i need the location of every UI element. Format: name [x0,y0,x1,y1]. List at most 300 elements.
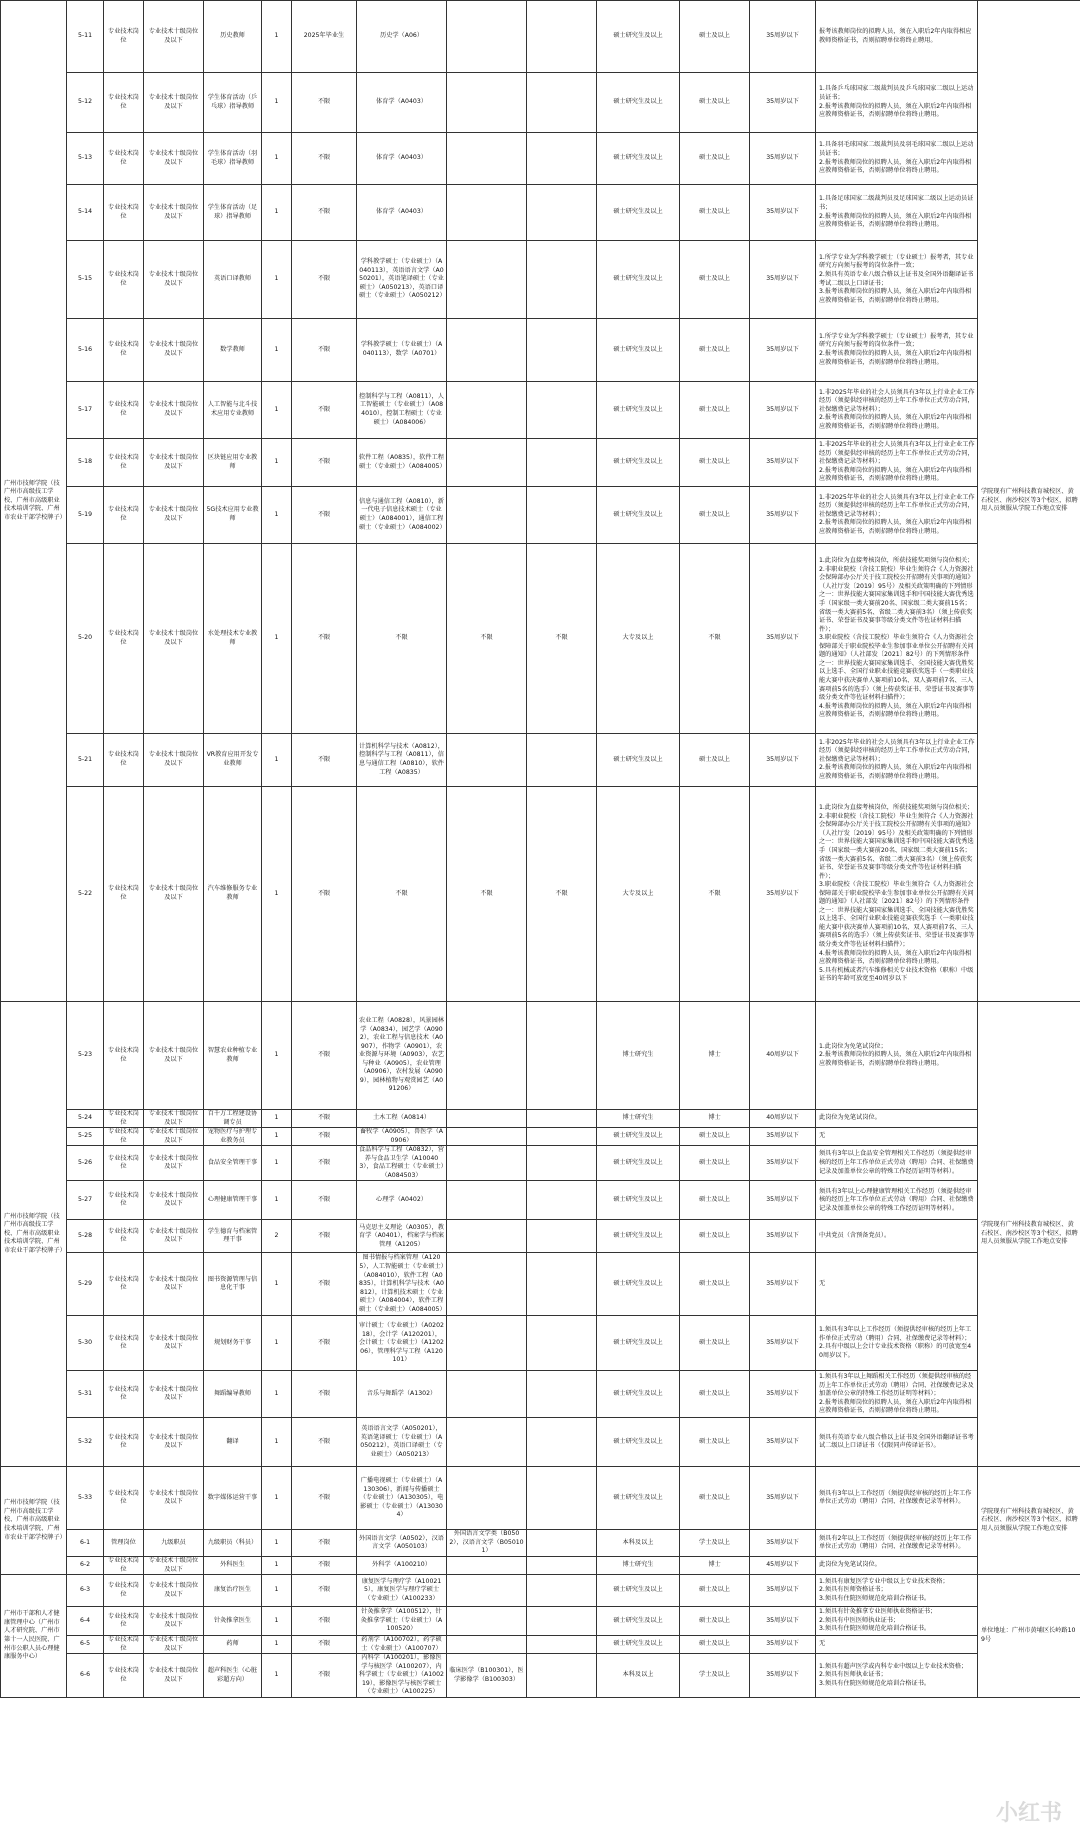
major-master: 体育学（A0403） [357,73,447,133]
post-name: 数学教师 [204,319,262,382]
post-type: 专业技术岗位 [104,1316,144,1371]
post-code: 5-12 [67,73,104,133]
post-grade: 专业技术十级岗位及以下 [144,1316,204,1371]
post-type: 专业技术岗位 [104,1654,144,1698]
post-name: 区块链应用专业教师 [204,439,262,487]
post-grade: 专业技术十级岗位及以下 [144,73,204,133]
post-code: 5-32 [67,1418,104,1467]
post-name: 舞蹈编导教师 [204,1371,262,1418]
post-type: 专业技术岗位 [104,1110,144,1128]
post-type: 专业技术岗位 [104,241,144,319]
other-conditions: 无 [816,1636,978,1654]
recruit-scope: 不限 [292,1110,357,1128]
post-count: 1 [262,544,292,734]
post-type: 专业技术岗位 [104,1181,144,1220]
major-junior [527,1418,597,1467]
post-name: 药师 [204,1636,262,1654]
table-row [1,1181,1080,1220]
work-location-note: 学院现有广州科技教育城校区、黄石校区、南沙校区等3个校区，拟聘用人员须服从学院工作地点安排 [978,1002,1080,1467]
major-bachelor [447,1607,527,1636]
post-count: 1 [262,1002,292,1110]
post-count: 1 [262,1575,292,1607]
major-junior [527,1607,597,1636]
recruit-scope: 不限 [292,382,357,439]
recruit-scope: 不限 [292,1371,357,1418]
recruit-scope: 不限 [292,1418,357,1467]
post-name: 翻译 [204,1418,262,1467]
post-name: 图书资源管理与信息化干事 [204,1253,262,1316]
major-junior [527,487,597,544]
major-master: 心理学（A0402） [357,1181,447,1220]
major-master: 外科学（A100210） [357,1557,447,1575]
recruit-scope: 不限 [292,1220,357,1253]
major-master: 不限 [357,787,447,1002]
table-row [1,1220,1080,1253]
age-limit: 35周岁以下 [750,1607,816,1636]
age-limit: 35周岁以下 [750,1371,816,1418]
age-limit: 45周岁以下 [750,1557,816,1575]
other-conditions: 1.具备羽毛球国家二级裁判员及羽毛球国家二级以上运动员证书； 2.报考该教师岗位的拟聘人员，须在入职后2年内取得相应教师资格证书，否则招聘单位将终止聘用。 [816,133,978,185]
table-row [1,1467,1080,1530]
post-code: 5-31 [67,1371,104,1418]
other-conditions: 须具有3年以上食品安全管理相关工作经历（须提供经审核的经历上年工作单位正式劳动（聘用）合同、社保缴费记录及加盖单位公章的特殊工作经历证明等材料）。 [816,1146,978,1181]
table-row [1,241,1080,319]
major-bachelor [447,241,527,319]
other-conditions: 1.非2025年毕业的社会人员须具有3年以上行业企业工作经历（须提供经审核的经历上年工作单位正式劳动合同，社保缴费记录等材料）； 2.报考该教师岗位的拟聘人员，须在入职后2年内取得相应教师资格证书，否则招聘单位将终止聘用。 [816,487,978,544]
age-limit: 35周岁以下 [750,1,816,73]
degree: 博士 [680,1557,750,1575]
table-row [1,487,1080,544]
recruit-scope: 不限 [292,787,357,1002]
education: 硕士研究生及以上 [597,439,680,487]
other-conditions: 中共党员（含预备党员）。 [816,1220,978,1253]
post-type: 专业技术岗位 [104,1575,144,1607]
other-conditions: 此岗位为免笔试岗位。 [816,1110,978,1128]
recruit-scope: 不限 [292,185,357,241]
education: 本科及以上 [597,1654,680,1698]
post-code: 5-30 [67,1316,104,1371]
major-junior [527,1467,597,1530]
post-code: 6-5 [67,1636,104,1654]
degree: 硕士及以上 [680,1253,750,1316]
major-bachelor [447,734,527,787]
post-count: 1 [262,1557,292,1575]
post-count: 1 [262,1110,292,1128]
degree: 硕士及以上 [680,241,750,319]
education: 博士研究生 [597,1110,680,1128]
age-limit: 35周岁以下 [750,734,816,787]
degree: 硕士及以上 [680,487,750,544]
post-count: 1 [262,1253,292,1316]
post-code: 6-6 [67,1654,104,1698]
major-junior [527,734,597,787]
degree: 硕士及以上 [680,1128,750,1146]
post-name: 针灸推拿医生 [204,1607,262,1636]
age-limit: 35周岁以下 [750,1530,816,1557]
table-row [1,73,1080,133]
major-bachelor: 外国语言文学类（B0502），汉语言文学（B050101） [447,1530,527,1557]
post-type: 专业技术岗位 [104,1467,144,1530]
work-location-note: 学院现有广州科技教育城校区、黄石校区、南沙校区等3个校区，拟聘用人员须服从学院工作地点安排 [978,1467,1080,1575]
post-count: 1 [262,1128,292,1146]
other-conditions: 无 [816,1253,978,1316]
post-type: 专业技术岗位 [104,185,144,241]
degree: 硕士及以上 [680,319,750,382]
other-conditions: 1.具备足球国家二级裁判员及足球国家二级以上运动员证书； 2.报考该教师岗位的拟聘人员，须在入职后2年内取得相应教师资格证书，否则招聘单位将终止聘用。 [816,185,978,241]
major-master: 针灸推拿学（A100512），针灸推拿学硕士（专业硕士）（A100520） [357,1607,447,1636]
education: 硕士研究生及以上 [597,1575,680,1607]
post-name: 超声科医生（心脏彩超方向） [204,1654,262,1698]
age-limit: 35周岁以下 [750,133,816,185]
post-type: 专业技术岗位 [104,1220,144,1253]
major-bachelor [447,1253,527,1316]
post-code: 5-21 [67,734,104,787]
major-bachelor [447,382,527,439]
other-conditions: 1.非2025年毕业的社会人员须具有3年以上行业企业工作经历（须提供经审核的经历上年工作单位正式劳动合同，社保缴费记录等材料）； 2.报考该教师岗位的拟聘人员，须在入职后2年内取得相应教师资格证书，否则招聘单位将终止聘用。 [816,439,978,487]
post-count: 1 [262,1636,292,1654]
major-bachelor [447,1636,527,1654]
major-junior [527,1575,597,1607]
major-junior [527,1146,597,1181]
unit-name: 广州市技师学院（技广州市高级技工学校、广州市高级职业技术培训学院、广州市农业干部学校牌子） [1,1,67,1002]
major-junior [527,185,597,241]
post-grade: 专业技术十级岗位及以下 [144,1181,204,1220]
post-grade: 专业技术十级岗位及以下 [144,1636,204,1654]
post-count: 1 [262,734,292,787]
major-junior [527,73,597,133]
major-bachelor [447,1181,527,1220]
post-code: 5-16 [67,319,104,382]
post-code: 5-13 [67,133,104,185]
post-type: 专业技术岗位 [104,487,144,544]
degree: 学士及以上 [680,1654,750,1698]
post-code: 6-1 [67,1530,104,1557]
post-grade: 专业技术十级岗位及以下 [144,1654,204,1698]
post-code: 5-26 [67,1146,104,1181]
recruit-scope: 不限 [292,319,357,382]
major-junior: 不限 [527,544,597,734]
post-grade: 专业技术十级岗位及以下 [144,1002,204,1110]
major-master: 体育学（A0403） [357,185,447,241]
major-master: 康复医学与理疗学（A100215），康复医学与理疗学硕士（专业硕士）（A100233） [357,1575,447,1607]
post-grade: 专业技术十级岗位及以下 [144,241,204,319]
post-name: 5G技术应用专业教师 [204,487,262,544]
table-row [1,1530,1080,1557]
degree: 硕士及以上 [680,1371,750,1418]
table-row [1,734,1080,787]
age-limit: 40周岁以下 [750,1110,816,1128]
degree: 硕士及以上 [680,382,750,439]
age-limit: 35周岁以下 [750,544,816,734]
major-bachelor [447,1467,527,1530]
other-conditions: 1.此岗位为直接考核岗位，所获技能奖项须与岗位相关； 2.非职业院校（含技工院校）毕业生须符合《人力资源社会保障部办公厅关于技工院校公开招聘有关事项的通知》（人社厅发〔2019〕95号）及相关政策明确的下列情形之一：世界技能大赛国家集训选手和中国技能大赛优秀选手（国家级一类大赛前20名、国家级二类大赛前15名；省级一类大赛前5名、省级二类大赛前3名）（须上传获奖证书、荣誉证书及赛事等级分类文件等佐证材料扫描件）； 3.职业院校（含技工院校）毕业生须符合《人力资源社会保障部关于职业院校毕业生参加事业单位公开招聘有关问题的通知》（人社部发〔2021〕82号）的下列情形条件之一：世界技能大赛国家集训选手、全国技能大赛优胜奖以上选手、全国行业职业技能竞赛获奖选手（一类职业技能大赛中获决赛单人赛项前10名、双人赛项前7名、三人赛项前5名的选手）（须上传获奖证书、荣誉证书及赛事等级分类文件等佐证材料扫描件）； 4.报考该教师岗位的拟聘人员，须在入职后2年内取得相应教师资格证书，否则招聘单位将终止聘用。 [816,544,978,734]
post-code: 5-17 [67,382,104,439]
table-row [1,1607,1080,1636]
post-name: 人工智能与北斗技术应用专业教师 [204,382,262,439]
education: 硕士研究生及以上 [597,73,680,133]
recruit-scope: 不限 [292,1253,357,1316]
post-name: 水处理技术专业教师 [204,544,262,734]
table-row [1,1654,1080,1698]
other-conditions: 1.所学专业为学科教学硕士（专业硕士）报考者，其专业研究方向须与报考的岗位条件一致； 2.报考该教师岗位的拟聘人员，须在入职后2年内取得相应教师资格证书，否则招聘单位将终止聘用。 [816,319,978,382]
major-master: 药剂学（A100702），药学硕士（专业硕士）（A100707） [357,1636,447,1654]
post-count: 1 [262,1371,292,1418]
major-bachelor [447,439,527,487]
age-limit: 35周岁以下 [750,787,816,1002]
degree: 硕士及以上 [680,1575,750,1607]
post-grade: 专业技术十级岗位及以下 [144,1371,204,1418]
post-grade: 专业技术十级岗位及以下 [144,544,204,734]
education: 本科及以上 [597,1530,680,1557]
unit-name: 广州市技师学院（技广州市高级技工学校、广州市高级职业技术培训学院、广州市农业干部学校牌子） [1,1467,67,1575]
table-row [1,1557,1080,1575]
major-bachelor: 临床医学（B100301），医学影像学（B100303） [447,1654,527,1698]
major-bachelor [447,1316,527,1371]
recruit-scope: 不限 [292,133,357,185]
education: 大专及以上 [597,787,680,1002]
post-grade: 专业技术十级岗位及以下 [144,382,204,439]
post-count: 1 [262,382,292,439]
post-type: 专业技术岗位 [104,319,144,382]
post-code: 5-22 [67,787,104,1002]
table-row [1,382,1080,439]
post-type: 管理岗位 [104,1530,144,1557]
post-code: 5-29 [67,1253,104,1316]
table-row [1,1110,1080,1128]
recruit-scope: 不限 [292,1530,357,1557]
recruit-scope: 不限 [292,1181,357,1220]
major-master: 广播电视硕士（专业硕士）（A130306），新闻与传播硕士（专业硕士）（A130305），电影硕士（专业硕士）（A130304） [357,1467,447,1530]
table-row [1,1,1080,73]
age-limit: 35周岁以下 [750,241,816,319]
major-master: 农业工程（A0828），风景园林学（A0834），园艺学（A0902），农业工程与信息技术（A0907），作物学（A0901），农业资源与环境（A0903），农艺与种业（A0905），农业管理（A0906），农村发展（A0909），园林植物与观赏园艺（A091206） [357,1002,447,1110]
post-name: 智慧农业种植专业教师 [204,1002,262,1110]
post-code: 5-19 [67,487,104,544]
post-type: 专业技术岗位 [104,1,144,73]
major-bachelor [447,73,527,133]
work-location-note: 单位地址：广州市黄埔区长岭路109号 [978,1575,1080,1698]
unit-name: 广州市干部和人才健康管理中心（广州市人才研究院、广州市第十一人民医院、广州市公职人员心理健康服务中心） [1,1575,67,1698]
post-count: 1 [262,787,292,1002]
education: 硕士研究生及以上 [597,1371,680,1418]
post-type: 专业技术岗位 [104,1146,144,1181]
post-type: 专业技术岗位 [104,734,144,787]
table-row [1,1418,1080,1467]
post-grade: 专业技术十级岗位及以下 [144,439,204,487]
age-limit: 35周岁以下 [750,1253,816,1316]
post-count: 1 [262,319,292,382]
major-bachelor [447,487,527,544]
post-grade: 专业技术十级岗位及以下 [144,1467,204,1530]
other-conditions: 1.此岗位为免笔试岗位； 2.报考该教师岗位的拟聘人员，须在入职后2年内取得相应教师资格证书，否则招聘单位将终止聘用。 [816,1002,978,1110]
post-grade: 九级职员 [144,1530,204,1557]
major-master: 软件工程（A0835），软件工程硕士（专业硕士）（A084005） [357,439,447,487]
post-count: 1 [262,1530,292,1557]
other-conditions: 须具有3年以上工作经历（须提供经审核的经历上年工作单位正式劳动（聘用）合同、社保缴费记录等材料）。 [816,1467,978,1530]
major-junior [527,133,597,185]
major-bachelor [447,133,527,185]
recruit-scope: 不限 [292,1557,357,1575]
post-code: 5-15 [67,241,104,319]
education: 硕士研究生及以上 [597,1467,680,1530]
age-limit: 35周岁以下 [750,1181,816,1220]
age-limit: 35周岁以下 [750,1128,816,1146]
major-master: 图书情报与档案管理（A1205），人工智能硕士（专业硕士）（A084010），软件工程（A0835），计算机科学与技术（A0812），计算机技术硕士（专业硕士）（A084004），软件工程硕士（专业硕士）（A084005） [357,1253,447,1316]
major-bachelor: 不限 [447,544,527,734]
education: 硕士研究生及以上 [597,1,680,73]
post-count: 1 [262,1418,292,1467]
table-row [1,1128,1080,1146]
other-conditions: 1.须具有针灸推拿专业医师执业资格证书； 2.须具有中医医师执业证书； 3.须具有住院医师规范化培训合格证书。 [816,1607,978,1636]
table-row [1,1002,1080,1110]
post-type: 专业技术岗位 [104,1636,144,1654]
education: 硕士研究生及以上 [597,185,680,241]
major-master: 信息与通信工程（A0810），新一代电子信息技术硕士（专业硕士）（A084001），通信工程硕士（专业硕士）（A084002） [357,487,447,544]
major-master: 外国语言文学（A0502），汉语言文学（A050103） [357,1530,447,1557]
major-bachelor [447,1110,527,1128]
other-conditions: 1.须具有3年以上工作经历（须提供经审核的经历上年工作单位正式劳动（聘用）合同、社保缴费记录等材料）； 2.具有中级以上会计专业技术资格（职称）的可放宽至40周岁以下。 [816,1316,978,1371]
degree: 硕士及以上 [680,73,750,133]
major-master: 不限 [357,544,447,734]
major-bachelor [447,1146,527,1181]
major-master: 历史学（A06） [357,1,447,73]
recruit-scope: 不限 [292,1316,357,1371]
post-type: 专业技术岗位 [104,1557,144,1575]
major-master: 马克思主义理论（A0305），教育学（A0401），档案学与档案管理（A1205） [357,1220,447,1253]
post-name: 规划财务干事 [204,1316,262,1371]
major-junior [527,319,597,382]
other-conditions: 报考该教师岗位的拟聘人员，须在入职后2年内取得相应教师资格证书，否则招聘单位将终止聘用。 [816,1,978,73]
major-bachelor [447,1128,527,1146]
post-name: 学生体育活动（乒乓球）指导教师 [204,73,262,133]
age-limit: 35周岁以下 [750,1654,816,1698]
post-count: 1 [262,1146,292,1181]
other-conditions: 1.所学专业为学科教学硕士（专业硕士）报考者，其专业研究方向须与报考的岗位条件一致； 2.须具有英语专业八级合格以上证书及全国外语翻译证书考试二级以上口译证书； 3.报考该教师岗位的拟聘人员，须在入职后2年内取得相应教师资格证书，否则招聘单位将终止聘用。 [816,241,978,319]
major-junior [527,1557,597,1575]
post-grade: 专业技术十级岗位及以下 [144,487,204,544]
post-grade: 专业技术十级岗位及以下 [144,319,204,382]
major-junior [527,1636,597,1654]
major-master: 土木工程（A0814） [357,1110,447,1128]
education: 硕士研究生及以上 [597,1316,680,1371]
post-count: 1 [262,439,292,487]
post-code: 5-11 [67,1,104,73]
major-bachelor [447,1,527,73]
post-name: 学生体育活动（足球）指导教师 [204,185,262,241]
post-code: 6-2 [67,1557,104,1575]
post-code: 5-28 [67,1220,104,1253]
degree: 硕士及以上 [680,1467,750,1530]
post-count: 1 [262,487,292,544]
degree: 硕士及以上 [680,734,750,787]
major-bachelor [447,319,527,382]
other-conditions: 1.须具有康复医学专业中级以上专业技术资格； 2.须具有医师资格证书； 3.须具有住院医师规范化培训合格证书。 [816,1575,978,1607]
age-limit: 35周岁以下 [750,319,816,382]
post-name: 食品安全管理干事 [204,1146,262,1181]
major-junior [527,1128,597,1146]
table-row [1,1146,1080,1181]
post-code: 5-25 [67,1128,104,1146]
table-row [1,1636,1080,1654]
recruit-scope: 不限 [292,73,357,133]
major-bachelor [447,1557,527,1575]
degree: 不限 [680,544,750,734]
table-row [1,544,1080,734]
major-bachelor [447,1371,527,1418]
major-bachelor [447,1418,527,1467]
post-code: 5-23 [67,1002,104,1110]
post-type: 专业技术岗位 [104,1253,144,1316]
major-bachelor [447,1575,527,1607]
watermark: 小红书 [995,1801,1062,1826]
post-count: 1 [262,1,292,73]
major-junior [527,439,597,487]
major-master: 计算机科学与技术（A0812），控制科学与工程（A0811），信息与通信工程（A0810），软件工程（A0835） [357,734,447,787]
education: 硕士研究生及以上 [597,133,680,185]
post-type: 专业技术岗位 [104,382,144,439]
post-type: 专业技术岗位 [104,787,144,1002]
age-limit: 35周岁以下 [750,1467,816,1530]
major-bachelor [447,185,527,241]
recruit-scope: 不限 [292,1654,357,1698]
post-code: 6-4 [67,1607,104,1636]
education: 博士研究生 [597,1002,680,1110]
major-junior [527,1002,597,1110]
age-limit: 40周岁以下 [750,1002,816,1110]
education: 大专及以上 [597,544,680,734]
age-limit: 35周岁以下 [750,1575,816,1607]
degree: 硕士及以上 [680,1181,750,1220]
table-row [1,319,1080,382]
major-master: 审计硕士（专业硕士）（A020218），会计学（A120201），会计硕士（专业硕士）（A120206），管理科学与工程（A120101） [357,1316,447,1371]
post-grade: 专业技术十级岗位及以下 [144,1128,204,1146]
post-name: 外科医生 [204,1557,262,1575]
major-master: 英语语言文学（A050201），英语笔译硕士（专业硕士）（A050212），英语口译硕士（专业硕士）（A050213） [357,1418,447,1467]
degree: 硕士及以上 [680,1636,750,1654]
recruit-scope: 不限 [292,439,357,487]
education: 硕士研究生及以上 [597,382,680,439]
other-conditions: 1.非2025年毕业的社会人员须具有3年以上行业企业工作经历（须提供经审核的经历上年工作单位正式劳动合同，社保缴费记录等材料）； 2.报考该教师岗位的拟聘人员，须在入职后2年内取得相应教师资格证书，否则招聘单位将终止聘用。 [816,382,978,439]
degree: 博士 [680,1110,750,1128]
post-name: 康复治疗医生 [204,1575,262,1607]
degree: 硕士及以上 [680,1316,750,1371]
major-master: 畜牧学（A0905），兽医学（A0906） [357,1128,447,1146]
education: 硕士研究生及以上 [597,241,680,319]
major-junior [527,1,597,73]
other-conditions: 1.具备乒乓球国家二级裁判员及乒乓球国家二级以上运动员证书； 2.报考该教师岗位的拟聘人员，须在入职后2年内取得相应教师资格证书，否则招聘单位将终止聘用。 [816,73,978,133]
post-type: 专业技术岗位 [104,1607,144,1636]
major-master: 控制科学与工程（A0811），人工智能硕士（专业硕士）（A084010），控制工程硕士（专业硕士）（A084006） [357,382,447,439]
recruit-scope: 2025年毕业生 [292,1,357,73]
post-grade: 专业技术十级岗位及以下 [144,1,204,73]
post-grade: 专业技术十级岗位及以下 [144,185,204,241]
post-grade: 专业技术十级岗位及以下 [144,1575,204,1607]
post-grade: 专业技术十级岗位及以下 [144,1607,204,1636]
post-name: 汽车维修服务专业教师 [204,787,262,1002]
age-limit: 35周岁以下 [750,487,816,544]
education: 硕士研究生及以上 [597,1636,680,1654]
post-name: 九级职员（科员） [204,1530,262,1557]
degree: 硕士及以上 [680,1,750,73]
age-limit: 35周岁以下 [750,1316,816,1371]
table-body [1,1,1080,1698]
major-master: 内科学（A100201），影像医学与核医学（A100207），内科学硕士（专业硕士）（A100219），影像医学与核医学硕士（专业硕士）（A100225） [357,1654,447,1698]
post-name: VR教育应用开发专业教师 [204,734,262,787]
degree: 博士 [680,1002,750,1110]
table-row [1,787,1080,1002]
post-grade: 专业技术十级岗位及以下 [144,1220,204,1253]
major-junior: 不限 [527,787,597,1002]
